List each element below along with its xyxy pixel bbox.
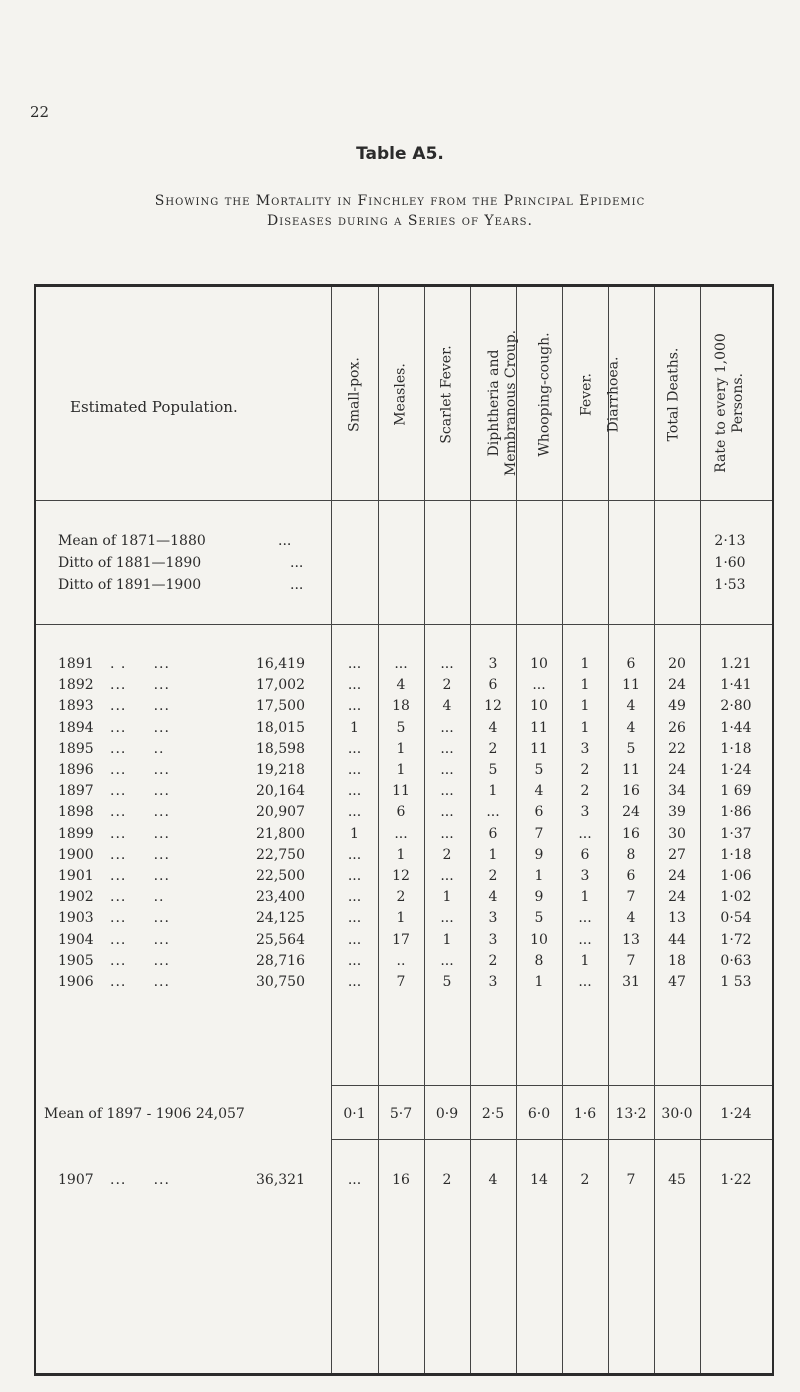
cell-leader-dots: ... ... — [110, 910, 170, 927]
mean-1891-1900-rate: 1·53 — [714, 577, 746, 593]
cell-fever: 1 — [580, 656, 590, 672]
cell-diarrhoea: 5 — [626, 740, 636, 757]
cell-measles: 1 — [396, 740, 406, 757]
cell-fever: ... — [578, 825, 592, 842]
cell-diarrhoea: 4 — [626, 910, 636, 927]
cell-diarrhoea: 7 — [626, 952, 636, 969]
summary-rule — [331, 1085, 772, 1086]
cell-total-deaths: 22 — [668, 740, 686, 757]
cell-year: 1895 — [58, 740, 94, 757]
means-rule — [36, 624, 772, 625]
cell-diphtheria: ... — [486, 804, 500, 821]
cell-scarlet-fever: ... — [440, 910, 454, 927]
cell-year: 1897 — [58, 783, 94, 800]
cell-rate: 0·54 — [720, 910, 752, 927]
cell-scarlet-fever: 2 — [442, 1172, 452, 1188]
cell-year: 1891 — [58, 656, 94, 672]
heading-diphtheria-line-1: Diphtheria and — [486, 349, 502, 457]
cell-population: 28,716 — [256, 952, 305, 969]
heading-total-deaths: Total Deaths. — [665, 347, 682, 442]
cell-population: 25,564 — [256, 931, 305, 948]
table-row — [0, 889, 800, 907]
table-row — [0, 741, 800, 759]
cell-rate: 1.21 — [720, 656, 752, 672]
cell-diphtheria: 3 — [488, 931, 498, 948]
cell-diphtheria: 2 — [488, 740, 498, 757]
cell-scarlet-fever: 4 — [442, 698, 452, 715]
cell-year: 1900 — [58, 846, 94, 863]
cell-diarrhoea: 4 — [626, 698, 636, 715]
cell-diarrhoea: 16 — [622, 825, 640, 842]
cell-rate: 1·24 — [720, 762, 752, 778]
cell-leader-dots: ... ... — [110, 931, 170, 948]
cell-population: 16,419 — [256, 656, 305, 672]
cell-population: 22,750 — [256, 846, 305, 863]
summary-rule-2 — [331, 1139, 772, 1140]
cell-scarlet-fever: ... — [440, 783, 454, 800]
mean-1871-1880-rate: 2·13 — [714, 533, 746, 549]
cell-diarrhoea: 16 — [622, 783, 640, 800]
cell-diphtheria: 3 — [488, 656, 498, 672]
cell-diarrhoea: 13·2 — [615, 1106, 647, 1122]
cell-fever: 6 — [580, 846, 590, 863]
cell-whooping-cough: 10 — [530, 656, 548, 672]
cell-leader-dots: ... ... — [110, 868, 170, 884]
cell-leader-dots: ... ... — [110, 783, 170, 800]
cell-whooping-cough: 5 — [534, 762, 544, 778]
mean-1897-1906-label: Mean of 1897 - 1906 24,057 — [44, 1106, 245, 1122]
cell-fever: ... — [578, 910, 592, 927]
heading-measles: Measles. — [392, 363, 409, 426]
cell-whooping-cough: 6·0 — [527, 1106, 551, 1122]
cell-year: 1903 — [58, 910, 94, 927]
cell-measles: .. — [396, 952, 406, 969]
cell-small-pox: ... — [347, 952, 362, 969]
cell-whooping-cough: 9 — [534, 889, 544, 906]
cell-measles: 1 — [396, 910, 406, 927]
cell-small-pox: ... — [347, 740, 362, 757]
cell-whooping-cough: 4 — [534, 783, 544, 800]
subtitle-line-1: Showing the Mortality in Finchley from the Principal Epidemic — [154, 193, 646, 209]
cell-scarlet-fever: 1 — [442, 889, 452, 906]
subtitle-line-2: Diseases during a Series of Years. — [267, 213, 533, 229]
cell-diphtheria: 4 — [488, 1172, 498, 1188]
cell-measles: 1 — [396, 846, 406, 863]
cell-diphtheria: 4 — [488, 889, 498, 906]
cell-rate: 1·37 — [720, 825, 752, 842]
mean-1881-1890-dots: ... — [290, 555, 304, 571]
cell-measles: 11 — [392, 783, 410, 800]
heading-scarlet-fever: Scarlet Fever. — [438, 345, 455, 444]
cell-total-deaths: 39 — [668, 804, 686, 821]
cell-fever: 3 — [580, 804, 590, 821]
cell-whooping-cough: 7 — [534, 825, 544, 842]
cell-diphtheria: 6 — [488, 677, 498, 694]
cell-measles: 4 — [396, 677, 406, 694]
cell-small-pox: ... — [347, 931, 362, 948]
table-row — [0, 868, 800, 886]
cell-scarlet-fever: 1 — [442, 931, 452, 948]
cell-whooping-cough: 14 — [530, 1172, 548, 1188]
cell-fever: 1 — [580, 889, 590, 906]
cell-whooping-cough: 5 — [534, 910, 544, 927]
cell-rate: 1·44 — [720, 719, 752, 736]
cell-total-deaths: 18 — [668, 952, 686, 969]
cell-population: 21,800 — [256, 825, 305, 842]
cell-rate: 1·18 — [720, 846, 752, 863]
table-row — [0, 698, 800, 716]
cell-rate: 2·80 — [720, 698, 752, 715]
mean-1891-1900-label: Ditto of 1891—1900 — [58, 577, 202, 593]
heading-estimated-population: Estimated Population. — [70, 398, 238, 416]
table-row — [0, 656, 800, 674]
cell-diphtheria: 2 — [488, 868, 498, 884]
cell-leader-dots: ... ... — [110, 1172, 170, 1188]
mean-1871-1880-dots: ... — [278, 533, 292, 549]
cell-rate: 1 53 — [720, 974, 752, 990]
heading-fever: Fever. — [578, 372, 595, 417]
cell-fever: 1·6 — [573, 1106, 597, 1122]
cell-diarrhoea: 6 — [626, 656, 636, 672]
cell-total-deaths: 47 — [668, 974, 686, 990]
cell-diphtheria: 12 — [484, 698, 502, 715]
cell-diarrhoea: 8 — [626, 846, 636, 863]
cell-fever: 2 — [580, 762, 590, 778]
cell-scarlet-fever: ... — [440, 804, 454, 821]
cell-rate: 1·72 — [720, 931, 752, 948]
table-row — [0, 783, 800, 801]
mean-1881-1890-rate: 1·60 — [714, 555, 746, 571]
cell-fever: 1 — [580, 698, 590, 715]
cell-small-pox: ... — [347, 910, 362, 927]
cell-population: 19,218 — [256, 762, 305, 778]
table-row — [0, 804, 800, 822]
cell-scarlet-fever: ... — [440, 656, 454, 672]
cell-leader-dots: ... ... — [110, 846, 170, 863]
cell-whooping-cough: ... — [532, 677, 546, 694]
table-row — [0, 974, 800, 992]
cell-leader-dots: ... ... — [110, 762, 170, 778]
cell-rate: 1 69 — [720, 783, 752, 800]
cell-diarrhoea: 13 — [622, 931, 640, 948]
cell-year: 1907 — [58, 1172, 94, 1188]
cell-total-deaths: 24 — [668, 677, 686, 694]
header-rule — [36, 500, 772, 501]
cell-diarrhoea: 7 — [626, 889, 636, 906]
cell-leader-dots: ... .. — [110, 740, 165, 757]
mean-1891-1900-dots: ... — [290, 577, 304, 593]
cell-leader-dots: ... ... — [110, 804, 170, 821]
cell-rate: 1·41 — [720, 677, 752, 694]
cell-diphtheria: 1 — [488, 846, 498, 863]
cell-diarrhoea: 4 — [626, 719, 636, 736]
cell-population: 36,321 — [256, 1172, 305, 1188]
cell-population: 18,015 — [256, 719, 305, 736]
cell-rate: 1·18 — [720, 740, 752, 757]
table-row — [0, 910, 800, 928]
cell-leader-dots: ... ... — [110, 698, 170, 715]
cell-total-deaths: 24 — [668, 868, 686, 884]
cell-fever: 3 — [580, 740, 590, 757]
cell-small-pox: ... — [347, 698, 362, 715]
year-1907-row — [0, 1172, 800, 1190]
cell-whooping-cough: 11 — [530, 719, 548, 736]
cell-year: 1899 — [58, 825, 94, 842]
cell-total-deaths: 20 — [668, 656, 686, 672]
cell-diphtheria: 3 — [488, 910, 498, 927]
cell-population: 30,750 — [256, 974, 305, 990]
cell-diarrhoea: 6 — [626, 868, 636, 884]
cell-rate: 1·22 — [720, 1172, 752, 1188]
cell-diphtheria: 2·5 — [481, 1106, 505, 1122]
cell-measles: 17 — [392, 931, 410, 948]
cell-diphtheria: 4 — [488, 719, 498, 736]
cell-scarlet-fever: 2 — [442, 677, 452, 694]
cell-population: 18,598 — [256, 740, 305, 757]
cell-small-pox: ... — [347, 846, 362, 863]
cell-small-pox: ... — [347, 974, 362, 990]
cell-total-deaths: 13 — [668, 910, 686, 927]
cell-whooping-cough: 1 — [534, 868, 544, 884]
cell-rate: 1·24 — [720, 1106, 752, 1122]
cell-measles: 18 — [392, 698, 410, 715]
cell-leader-dots: . . ... — [110, 656, 170, 672]
cell-diarrhoea: 11 — [622, 762, 640, 778]
cell-population: 20,164 — [256, 783, 305, 800]
cell-whooping-cough: 6 — [534, 804, 544, 821]
cell-measles: 1 — [396, 762, 406, 778]
mean-1871-1880-label: Mean of 1871—1880 — [58, 533, 206, 549]
cell-whooping-cough: 8 — [534, 952, 544, 969]
cell-scarlet-fever: ... — [440, 868, 454, 884]
cell-leader-dots: ... .. — [110, 889, 165, 906]
page-number: 22 — [30, 103, 50, 121]
cell-rate: 1·02 — [720, 889, 752, 906]
cell-leader-dots: ... ... — [110, 825, 170, 842]
cell-fever: 2 — [580, 783, 590, 800]
cell-scarlet-fever: ... — [440, 719, 454, 736]
table-row — [0, 762, 800, 780]
cell-fever: ... — [578, 931, 592, 948]
cell-year: 1904 — [58, 931, 94, 948]
cell-leader-dots: ... ... — [110, 719, 170, 736]
cell-diarrhoea: 11 — [622, 677, 640, 694]
cell-total-deaths: 27 — [668, 846, 686, 863]
cell-fever: 2 — [580, 1172, 590, 1188]
cell-scarlet-fever: 2 — [442, 846, 452, 863]
cell-population: 17,002 — [256, 677, 305, 694]
cell-fever: 1 — [580, 677, 590, 694]
cell-total-deaths: 44 — [668, 931, 686, 948]
cell-measles: 5·7 — [389, 1106, 413, 1122]
cell-population: 20,907 — [256, 804, 305, 821]
cell-small-pox: ... — [347, 868, 362, 884]
cell-whooping-cough: 1 — [534, 974, 544, 990]
cell-measles: 6 — [396, 804, 406, 821]
cell-year: 1892 — [58, 677, 94, 694]
heading-whooping-cough: Whooping-cough. — [536, 332, 553, 457]
cell-small-pox: 1 — [350, 825, 359, 842]
cell-fever: 1 — [580, 952, 590, 969]
table-row — [0, 826, 800, 844]
cell-small-pox: 0·1 — [343, 1106, 366, 1122]
cell-measles: 12 — [392, 868, 410, 884]
cell-total-deaths: 49 — [668, 698, 686, 715]
cell-rate: 1·06 — [720, 868, 752, 884]
table-row — [0, 677, 800, 695]
cell-small-pox: ... — [347, 804, 362, 821]
cell-diphtheria: 1 — [488, 783, 498, 800]
cell-year: 1902 — [58, 889, 94, 906]
cell-population: 17,500 — [256, 698, 305, 715]
cell-small-pox: ... — [347, 1172, 362, 1188]
cell-small-pox: ... — [347, 762, 362, 778]
cell-total-deaths: 34 — [668, 783, 686, 800]
cell-small-pox: 1 — [350, 719, 359, 736]
cell-leader-dots: ... ... — [110, 952, 170, 969]
cell-year: 1905 — [58, 952, 94, 969]
cell-scarlet-fever: ... — [440, 762, 454, 778]
cell-year: 1898 — [58, 804, 94, 821]
cell-diphtheria: 2 — [488, 952, 498, 969]
heading-rate-line-2: Persons. — [730, 372, 746, 434]
cell-whooping-cough: 10 — [530, 931, 548, 948]
cell-measles: 16 — [392, 1172, 410, 1188]
mean-1897-1906-row — [0, 1106, 800, 1124]
cell-scarlet-fever: ... — [440, 952, 454, 969]
cell-diarrhoea: 24 — [622, 804, 640, 821]
cell-total-deaths: 30·0 — [661, 1106, 693, 1122]
cell-whooping-cough: 10 — [530, 698, 548, 715]
heading-diarrhoea: Diarrhoea. — [605, 356, 622, 433]
table-row — [0, 847, 800, 865]
cell-whooping-cough: 9 — [534, 846, 544, 863]
cell-measles: 2 — [396, 889, 406, 906]
heading-rate-line-1: Rate to every 1,000 — [713, 333, 729, 473]
cell-population: 23,400 — [256, 889, 305, 906]
cell-rate: 0·63 — [720, 952, 752, 969]
cell-fever: ... — [578, 974, 592, 990]
cell-measles: 5 — [396, 719, 406, 736]
cell-leader-dots: ... ... — [110, 677, 170, 694]
cell-total-deaths: 24 — [668, 889, 686, 906]
heading-small-pox: Small-pox. — [346, 357, 363, 432]
cell-year: 1896 — [58, 762, 94, 778]
cell-total-deaths: 26 — [668, 719, 686, 736]
cell-year: 1893 — [58, 698, 94, 715]
cell-scarlet-fever: 0·9 — [435, 1106, 459, 1122]
cell-diphtheria: 6 — [488, 825, 498, 842]
cell-scarlet-fever: 5 — [442, 974, 452, 990]
cell-small-pox: ... — [347, 656, 362, 672]
cell-scarlet-fever: ... — [440, 740, 454, 757]
cell-total-deaths: 45 — [668, 1172, 686, 1188]
cell-population: 24,125 — [256, 910, 305, 927]
cell-population: 22,500 — [256, 868, 305, 884]
table-subtitle — [0, 191, 800, 231]
cell-leader-dots: ... ... — [110, 974, 170, 990]
cell-measles: 7 — [396, 974, 406, 990]
cell-fever: 1 — [580, 719, 590, 736]
cell-diarrhoea: 7 — [626, 1172, 636, 1188]
cell-year: 1894 — [58, 719, 94, 736]
cell-measles: ... — [394, 656, 408, 672]
mean-1881-1890-label: Ditto of 1881—1890 — [58, 555, 202, 571]
cell-diphtheria: 3 — [488, 974, 498, 990]
cell-small-pox: ... — [347, 783, 362, 800]
cell-diarrhoea: 31 — [622, 974, 640, 990]
cell-year: 1906 — [58, 974, 94, 990]
cell-measles: ... — [394, 825, 408, 842]
cell-diphtheria: 5 — [488, 762, 498, 778]
cell-year: 1901 — [58, 868, 94, 884]
cell-small-pox: ... — [347, 889, 362, 906]
cell-rate: 1·86 — [720, 804, 752, 821]
cell-total-deaths: 24 — [668, 762, 686, 778]
table-title: Table A5. — [356, 144, 444, 164]
cell-small-pox: ... — [347, 677, 362, 694]
table-row — [0, 953, 800, 971]
table-row — [0, 720, 800, 738]
cell-total-deaths: 30 — [668, 825, 686, 842]
heading-diphtheria-line-2: Membranous Croup. — [503, 329, 519, 477]
heading-diphtheria — [486, 303, 520, 503]
cell-whooping-cough: 11 — [530, 740, 548, 757]
heading-rate — [713, 308, 747, 498]
cell-scarlet-fever: ... — [440, 825, 454, 842]
cell-fever: 3 — [580, 868, 590, 884]
table-row — [0, 932, 800, 950]
